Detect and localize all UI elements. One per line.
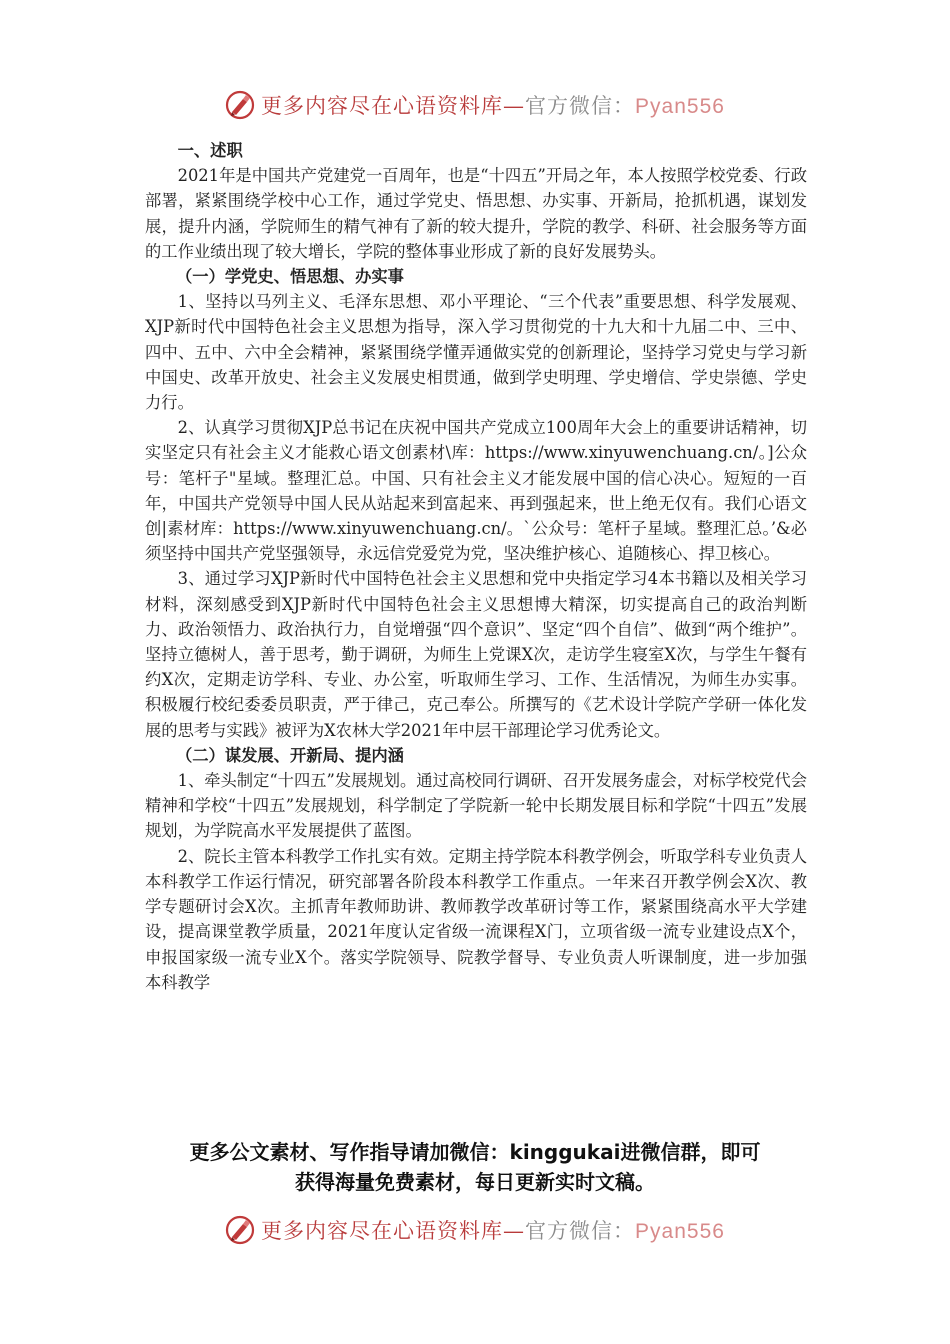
paragraph: 1、牵头制定“十四五”发展规划。通过高校同行调研、召开发展务虚会，对标学校党代会精神和学校“十四五”发展规划，科学制定了学院新一轮中长期发展目标和学院“十四五”发展规划，为学院高水平发展提供了蓝图。 (145, 771, 808, 841)
header-banner (0, 83, 950, 127)
section-heading: （一）学党史、悟思想、办实事 (175, 267, 404, 287)
paragraph: 2021年是中国共产党建党一百周年，也是“十四五”开局之年，本人按照学校党委、行政部署，紧紧围绕学校中心工作，通过学党史、悟思想、办实事、开新局，抢抓机遇，谋划发展，提升内涵，学院师生的精气神有了新的较大提升，学院的教学、科研、社会服务等方面的工作业绩出现了较大增长，学院的整体事业形成了新的良好发展势头。 (145, 166, 807, 261)
banner-text: 更多内容尽在心语资料库—官方微信：Pyan556 (261, 94, 725, 118)
paragraph: 2、院长主管本科教学工作扎实有效。定期主持学院本科教学例会，听取学科专业负责人本科教学工作运行情况，研究部署各阶段本科教学工作重点。一年来召开教学例会X次、教学专题研讨会X次。主抓青年教师助讲、教师教学改革研讨等工作，紧紧围绕高水平大学建设，提高课堂教学质量，2021年度认定省级一流课程X门，立项省级一流专业建设点X个，申报国家级一流专业X个。落实学院领导、院教学督导、专业负责人听课制度，进一步加强本科教学 (145, 846, 807, 992)
promo-line-2: 获得海量免费素材，每日更新实时文稿。 (295, 1170, 655, 1194)
section-heading: （二）谋发展、开新局、提内涵 (175, 745, 404, 765)
pen-logo-icon (225, 90, 255, 120)
footer-banner (0, 1208, 950, 1252)
paragraph: 2、认真学习贯彻XJP总书记在庆祝中国共产党成立100周年大会上的重要讲话精神，切实坚定只有社会主义才能救心语文创素材\库：https://www.xinyuwenchuang.cn/。]公众号：笔杆子"星域。整理汇总。中国、只有社会主义才能发展中国的信心决心。短短的一百年，中国共产党领导中国人民从站起来到富起来、再到强起来，世上绝无仅有。我们心语文创|素材库：https://www.xinyuwenchuang.cn/。`公众号：笔杆子星域。整理汇总。’&必须坚持中国共产党坚强领导，永远信党爱党为党，坚决维护核心、追随核心、捍卫核心。 (145, 418, 807, 564)
paragraph: 1、坚持以马列主义、毛泽东思想、邓小平理论、“三个代表”重要思想、科学发展观、XJP新时代中国特色社会主义思想为指导，深入学习贯彻党的十九大和十九届二中、三中、四中、五中、六中全会精神，紧紧围绕学懂弄通做实党的创新理论，坚持学习党史与学习新中国史、改革开放史、社会主义发展史相贯通，做到学史明理、学史增信、学史崇德、学史力行。 (145, 292, 807, 413)
promo-line-1: 更多公文素材、写作指导请加微信：kinggukai进微信群，即可 (189, 1140, 761, 1164)
paragraph: 3、通过学习XJP新时代中国特色社会主义思想和党中央指定学习4本书籍以及相关学习材料，深刻感受到XJP新时代中国特色社会主义思想博大精深，切实提高自己的政治判断力、政治领悟力、政治执行力，自觉增强“四个意识”、坚定“四个自信”、做到“两个维护”。坚持立德树人，善于思考，勤于调研，为师生上党课X次，走访学生寝室X次，与学生午餐有约X次，定期走访学科、专业、办公室，听取师生学习、工作、生活情况，为师生办实事。积极履行校纪委委员职责，严于律己，克己奉公。所撰写的《艺术设计学院产学研一体化发展的思考与实践》被评为X农林大学2021年中层干部理论学习优秀论文。 (145, 569, 807, 740)
banner-text: 更多内容尽在心语资料库—官方微信：Pyan556 (261, 1219, 725, 1243)
document-body (145, 138, 807, 995)
promo-footer (120, 1137, 830, 1197)
pen-logo-icon (225, 1215, 255, 1245)
section-heading: 一、述职 (177, 141, 243, 160)
